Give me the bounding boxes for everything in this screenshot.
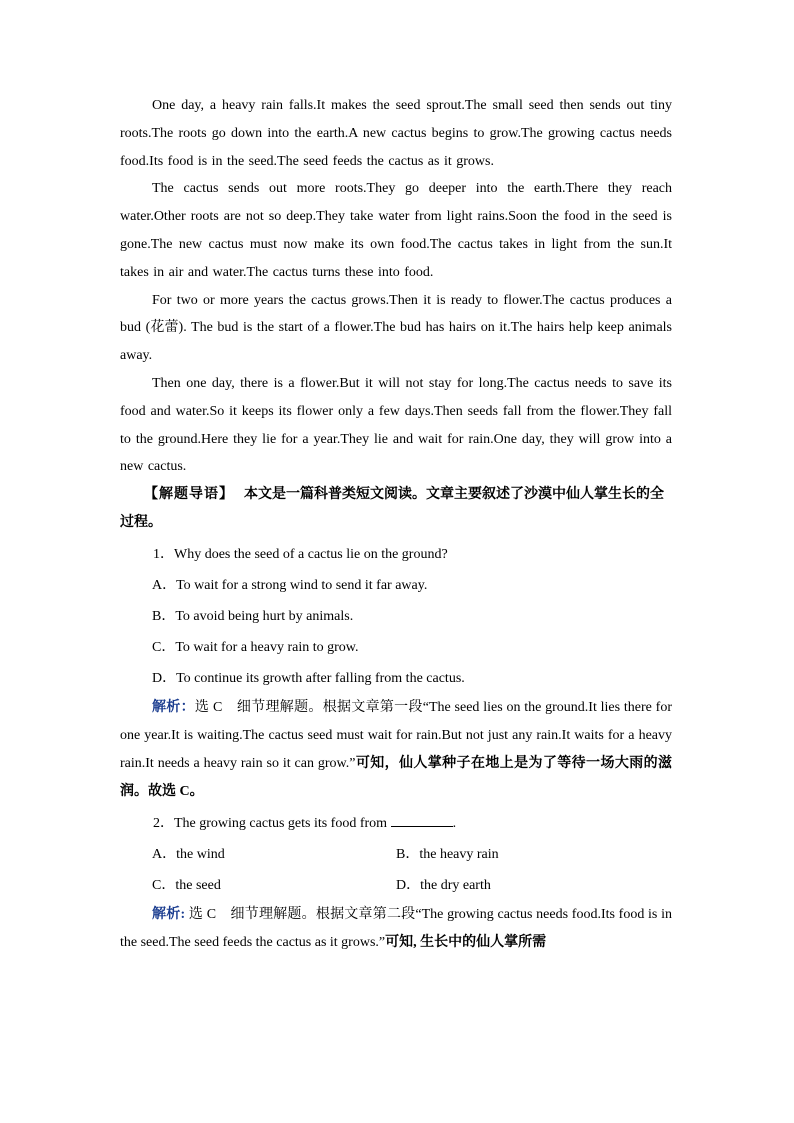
passage-paragraph-4: Then one day, there is a flower.But it will not stay for long.The cactus needs to save its food and water.So it keeps its flower only a few days.Then seeds fall from the flower.They fall to the ground.Here they lie for a year.They lie and wait for rain.One day, they will grow into a new cactus. [120, 375, 672, 475]
passage-paragraph-3: For two or more years the cactus grows.Then it is ready to flower.The cactus produces a bud (花蕾). The bud is the start of a flower.The bud has hairs on it.The hairs help keep animals away. [120, 292, 672, 364]
question-2-stem-text: 2．The growing cactus gets its food from [153, 815, 391, 831]
answer-blank [391, 814, 453, 827]
question-1-option-b: B．To avoid being hurt by animals. [152, 608, 354, 624]
question-2-option-a: A．the wind [152, 846, 225, 862]
question-1-explanation [120, 694, 672, 806]
question-2-option-b: B．the heavy rain [396, 846, 499, 862]
question-1 [120, 539, 672, 806]
question-1-option-d: D．To continue its growth after falling from the cactus. [152, 670, 465, 686]
explanation-conclusion: 可知，仙人掌种子在地上是为了等待一场大雨的滋润。故选 C。 [120, 755, 672, 799]
reading-guide-text: 本文是一篇科普类短文阅读。文章主要叙述了沙漠中仙人掌生长的全过程。 [120, 487, 664, 530]
question-2-option-c: C．the seed [152, 877, 221, 893]
question-2-explanation [120, 901, 672, 957]
explanation-conclusion: 可知, 生长中的仙人掌所需 [385, 934, 547, 950]
question-2-option-d: D．the dry earth [396, 877, 491, 893]
question-2-stem [120, 808, 672, 839]
explanation-heading: 解析: [152, 906, 186, 922]
question-2-options-row-2 [120, 870, 672, 901]
question-2-stem-end: . [452, 815, 457, 831]
passage-paragraph-1: One day, a heavy rain falls.It makes the seed sprout.The small seed then sends out tiny roots.The roots go down into the earth.A new cactus begins to grow.The growing cactus needs food.Its food is in the seed.The seed feeds the cactus as it grows. [120, 98, 672, 169]
question-2-options-row-1 [120, 839, 672, 870]
passage-paragraph-2: The cactus sends out more roots.They go deeper into the earth.There they reach water.Other roots are not so deep.They take water from light rains.Soon the food in the seed is gone.The new cactus must now make its own food.The cactus takes in light from the sun.It takes in air and water.The cactus turns these into food. [120, 181, 672, 280]
question-2 [120, 808, 672, 957]
reading-guide [120, 481, 672, 537]
document-page [120, 92, 672, 957]
question-1-option-a: A．To wait for a strong wind to send it far away. [152, 577, 428, 593]
explanation-choice: 选 C 细节理解题。根据文章第二段 [185, 906, 416, 922]
explanation-heading: 解析： [152, 699, 195, 715]
explanation-choice: 选 C 细节理解题。根据文章第一段 [194, 699, 423, 715]
question-1-option-c: C．To wait for a heavy rain to grow. [152, 639, 359, 655]
reading-guide-label: 【解题导语】 [144, 487, 234, 503]
question-1-stem: 1．Why does the seed of a cactus lie on the ground? [153, 546, 448, 562]
explanation-quote: “The growing cactus needs food.Its food is in the seed.The seed feeds the cactus as it grows.” [120, 906, 672, 950]
explanation-quote: “The seed lies on the ground.It lies there for one year.It is waiting.The cactus seed must wait for rain.But not just any rain.It waits for a heavy rain.It needs a heavy rain so it can grow.” [120, 699, 672, 771]
